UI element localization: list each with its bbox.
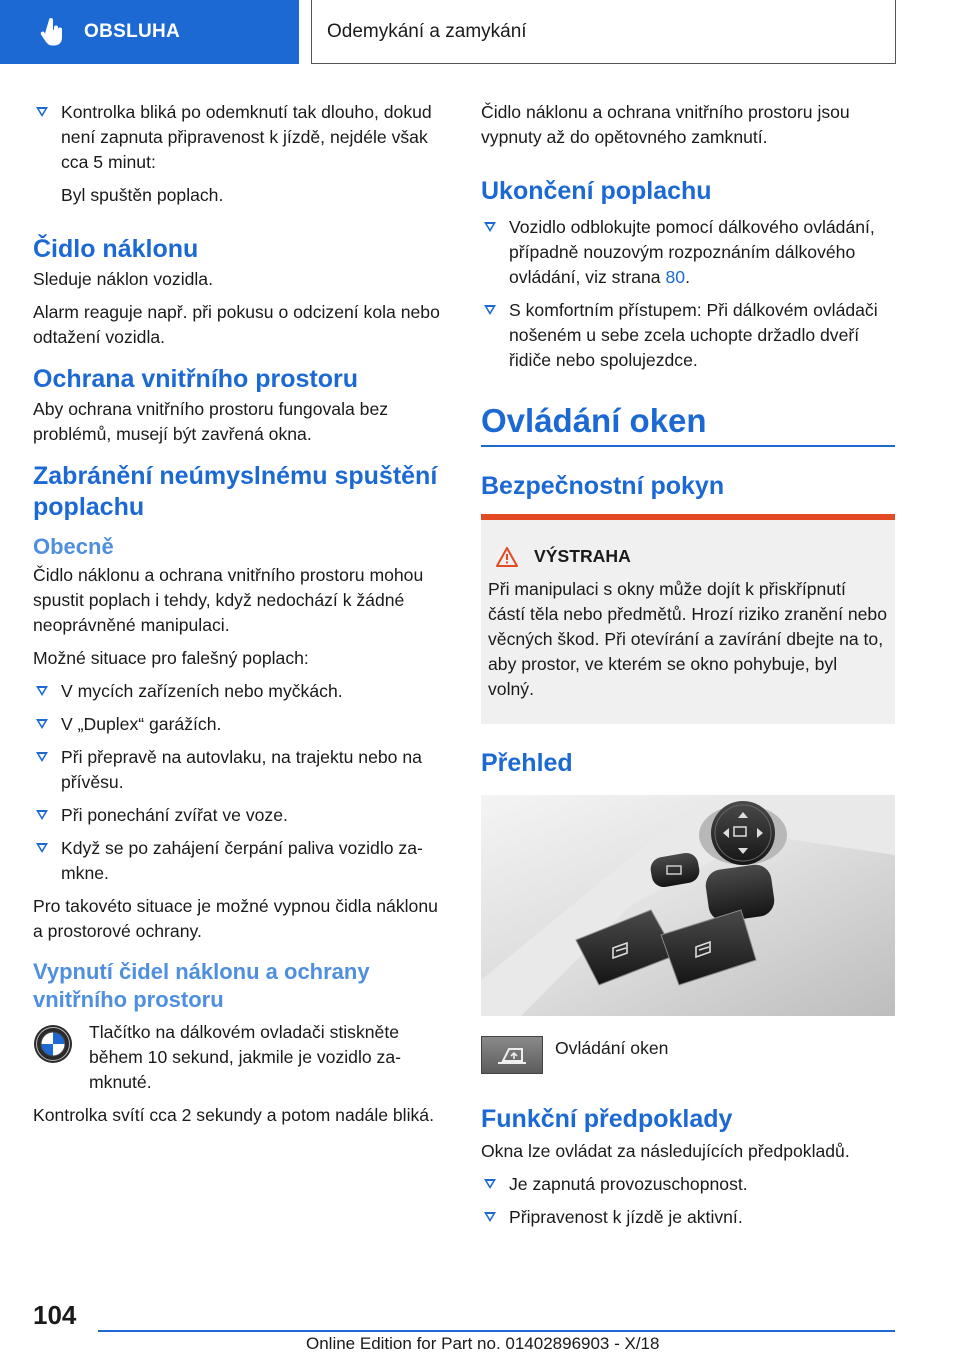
list-item-text: Vozidlo odblokujte pomocí dálkového ovládání, případně nouzovým rozpoznáním dálkového ovládání, viz strana: [509, 217, 875, 287]
windows-heading: Ovládání oken: [481, 402, 707, 439]
list-item-text: V mycích zařízeních nebo myčkách.: [61, 681, 343, 701]
chapter-title-box: [311, 0, 896, 64]
overview-heading: Přehled: [481, 749, 573, 777]
warning-triangle-icon: [496, 547, 518, 567]
warning-title: VÝSTRAHA: [534, 546, 631, 566]
list-item: [33, 803, 448, 828]
list-item-text: S komfortním přístupem: Při dálkovém ovládači nošeném u sebe zcela uchopte držadlo dveří řidiče nebo spolujezdce.: [509, 300, 878, 370]
bullet-triangle-icon: [36, 752, 48, 762]
list-item: [481, 1205, 895, 1230]
prerequisites-heading: Funkční předpoklady: [481, 1105, 733, 1133]
right-column: [481, 100, 895, 1238]
section-rule: [481, 445, 895, 447]
list-item-text: Při ponechání zvířat ve voze.: [61, 805, 288, 825]
bullet-triangle-icon: [484, 222, 496, 232]
bullet-triangle-icon: [484, 1179, 496, 1189]
bullet-triangle-icon: [484, 305, 496, 315]
prerequisites-text: Okna lze ovládat za následujících předpokladů.: [481, 1141, 850, 1161]
remote-instruction: [33, 1020, 448, 1095]
hand-icon: [40, 17, 66, 47]
page-link[interactable]: 80: [665, 267, 686, 287]
window-switch-icon: [481, 1036, 543, 1074]
list-item-text: Je zapnutá provozuschopnost.: [509, 1174, 748, 1194]
indicator-text: Kontrolka svítí cca 2 sekundy a potom nadále bliká.: [33, 1105, 434, 1125]
photo-caption: Ovládání oken: [555, 1038, 669, 1058]
list-item-text: V „Duplex“ garážích.: [61, 714, 222, 734]
bmw-logo-icon: [33, 1024, 73, 1064]
section-tab-label: OBSLUHA: [84, 21, 181, 42]
bullet-triangle-icon: [484, 1212, 496, 1222]
edition-text: Online Edition for Part no. 01402896903 - X/18: [306, 1334, 660, 1353]
list-item-text: Když se po zahájení čerpání paliva vozidlo zamkne.: [61, 838, 423, 883]
bullet-triangle-icon: [36, 810, 48, 820]
bullet-triangle-icon: [36, 719, 48, 729]
section-tab[interactable]: [0, 0, 299, 64]
disable-sensors-heading: Vypnutí čidel náklonu a ochrany vnitřního prostoru: [33, 959, 370, 1012]
list-item: [33, 745, 448, 795]
bullet-triangle-icon: [36, 107, 48, 117]
list-item: [33, 836, 448, 886]
list-item: [33, 100, 448, 175]
alarm-triggered-text: Byl spuštěn poplach.: [61, 185, 224, 205]
chapter-title: Odemykání a zamykání: [327, 20, 527, 42]
prevent-alarm-heading: Zabránění neúmyslnému spuštění poplachu: [33, 462, 438, 521]
list-item: [481, 1172, 895, 1197]
end-alarm-heading: Ukončení poplachu: [481, 177, 712, 205]
warning-title-row: [488, 544, 887, 569]
general-text-1: Čidlo náklonu a ochrana vnitřního prostoru mohou spustit poplach i tehdy, když nedochází k žádné neoprávněné manipulaci.: [33, 565, 424, 635]
caption-row: [481, 1036, 895, 1074]
list-item-text-tail: .: [685, 267, 690, 287]
bullet-triangle-icon: [36, 843, 48, 853]
continued-text: Čidlo náklonu a ochrana vnitřního prostoru jsou vypnuty až do opětovného zamknutí.: [481, 102, 850, 147]
general-text-3: Pro takovéto situace je možné vypnou čidla náklonu a prostorové ochrany.: [33, 896, 438, 941]
bullet-triangle-icon: [36, 686, 48, 696]
list-item: [481, 215, 895, 290]
general-text-2: Možné situace pro falešný poplach:: [33, 648, 309, 668]
safety-heading: Bezpečnostní pokyn: [481, 472, 725, 500]
list-item: [33, 712, 448, 737]
page-number: 104: [33, 1300, 77, 1330]
footer-rule: [98, 1330, 895, 1332]
list-item: [33, 679, 448, 704]
list-item-text: Připravenost k jízdě je aktivní.: [509, 1207, 743, 1227]
warning-text: Při manipulaci s okny může dojít k přiskřípnutí částí těla nebo předmětů. Hrozí riziko zranění nebo věcných škod. Při otevírání a zavírání dbejte na to, aby prostor, ve kterém se okno pohybuje, byl volný.: [488, 579, 888, 699]
interior-protection-heading: Ochrana vnitřního prostoru: [33, 365, 359, 393]
left-column: [33, 100, 448, 1136]
warning-box: [481, 514, 895, 724]
remote-instruction-text: Tlačítko na dálkovém ovladači stiskněte během 10 sekund, jakmile je vozidlo zamknuté.: [89, 1022, 401, 1092]
window-switches-photo: [481, 795, 895, 1016]
tilt-text-1: Sleduje náklon vozidla.: [33, 269, 213, 289]
list-item: [481, 298, 895, 373]
general-heading: Obecně: [33, 534, 114, 559]
list-item-text: Kontrolka bliká po odemknutí tak dlouho, dokud není zapnuta připravenost k jízdě, nejdéle však cca 5 minut:: [61, 102, 432, 172]
list-item-text: Při přepravě na autovlaku, na trajektu nebo na přívěsu.: [61, 747, 422, 792]
tilt-text-2: Alarm reaguje např. při pokusu o odcizení kola nebo odtažení vozidla.: [33, 302, 440, 347]
tilt-sensor-heading: Čidlo náklonu: [33, 235, 199, 263]
interior-text: Aby ochrana vnitřního prostoru fungovala bez problémů, musejí být zavřená okna.: [33, 399, 389, 444]
